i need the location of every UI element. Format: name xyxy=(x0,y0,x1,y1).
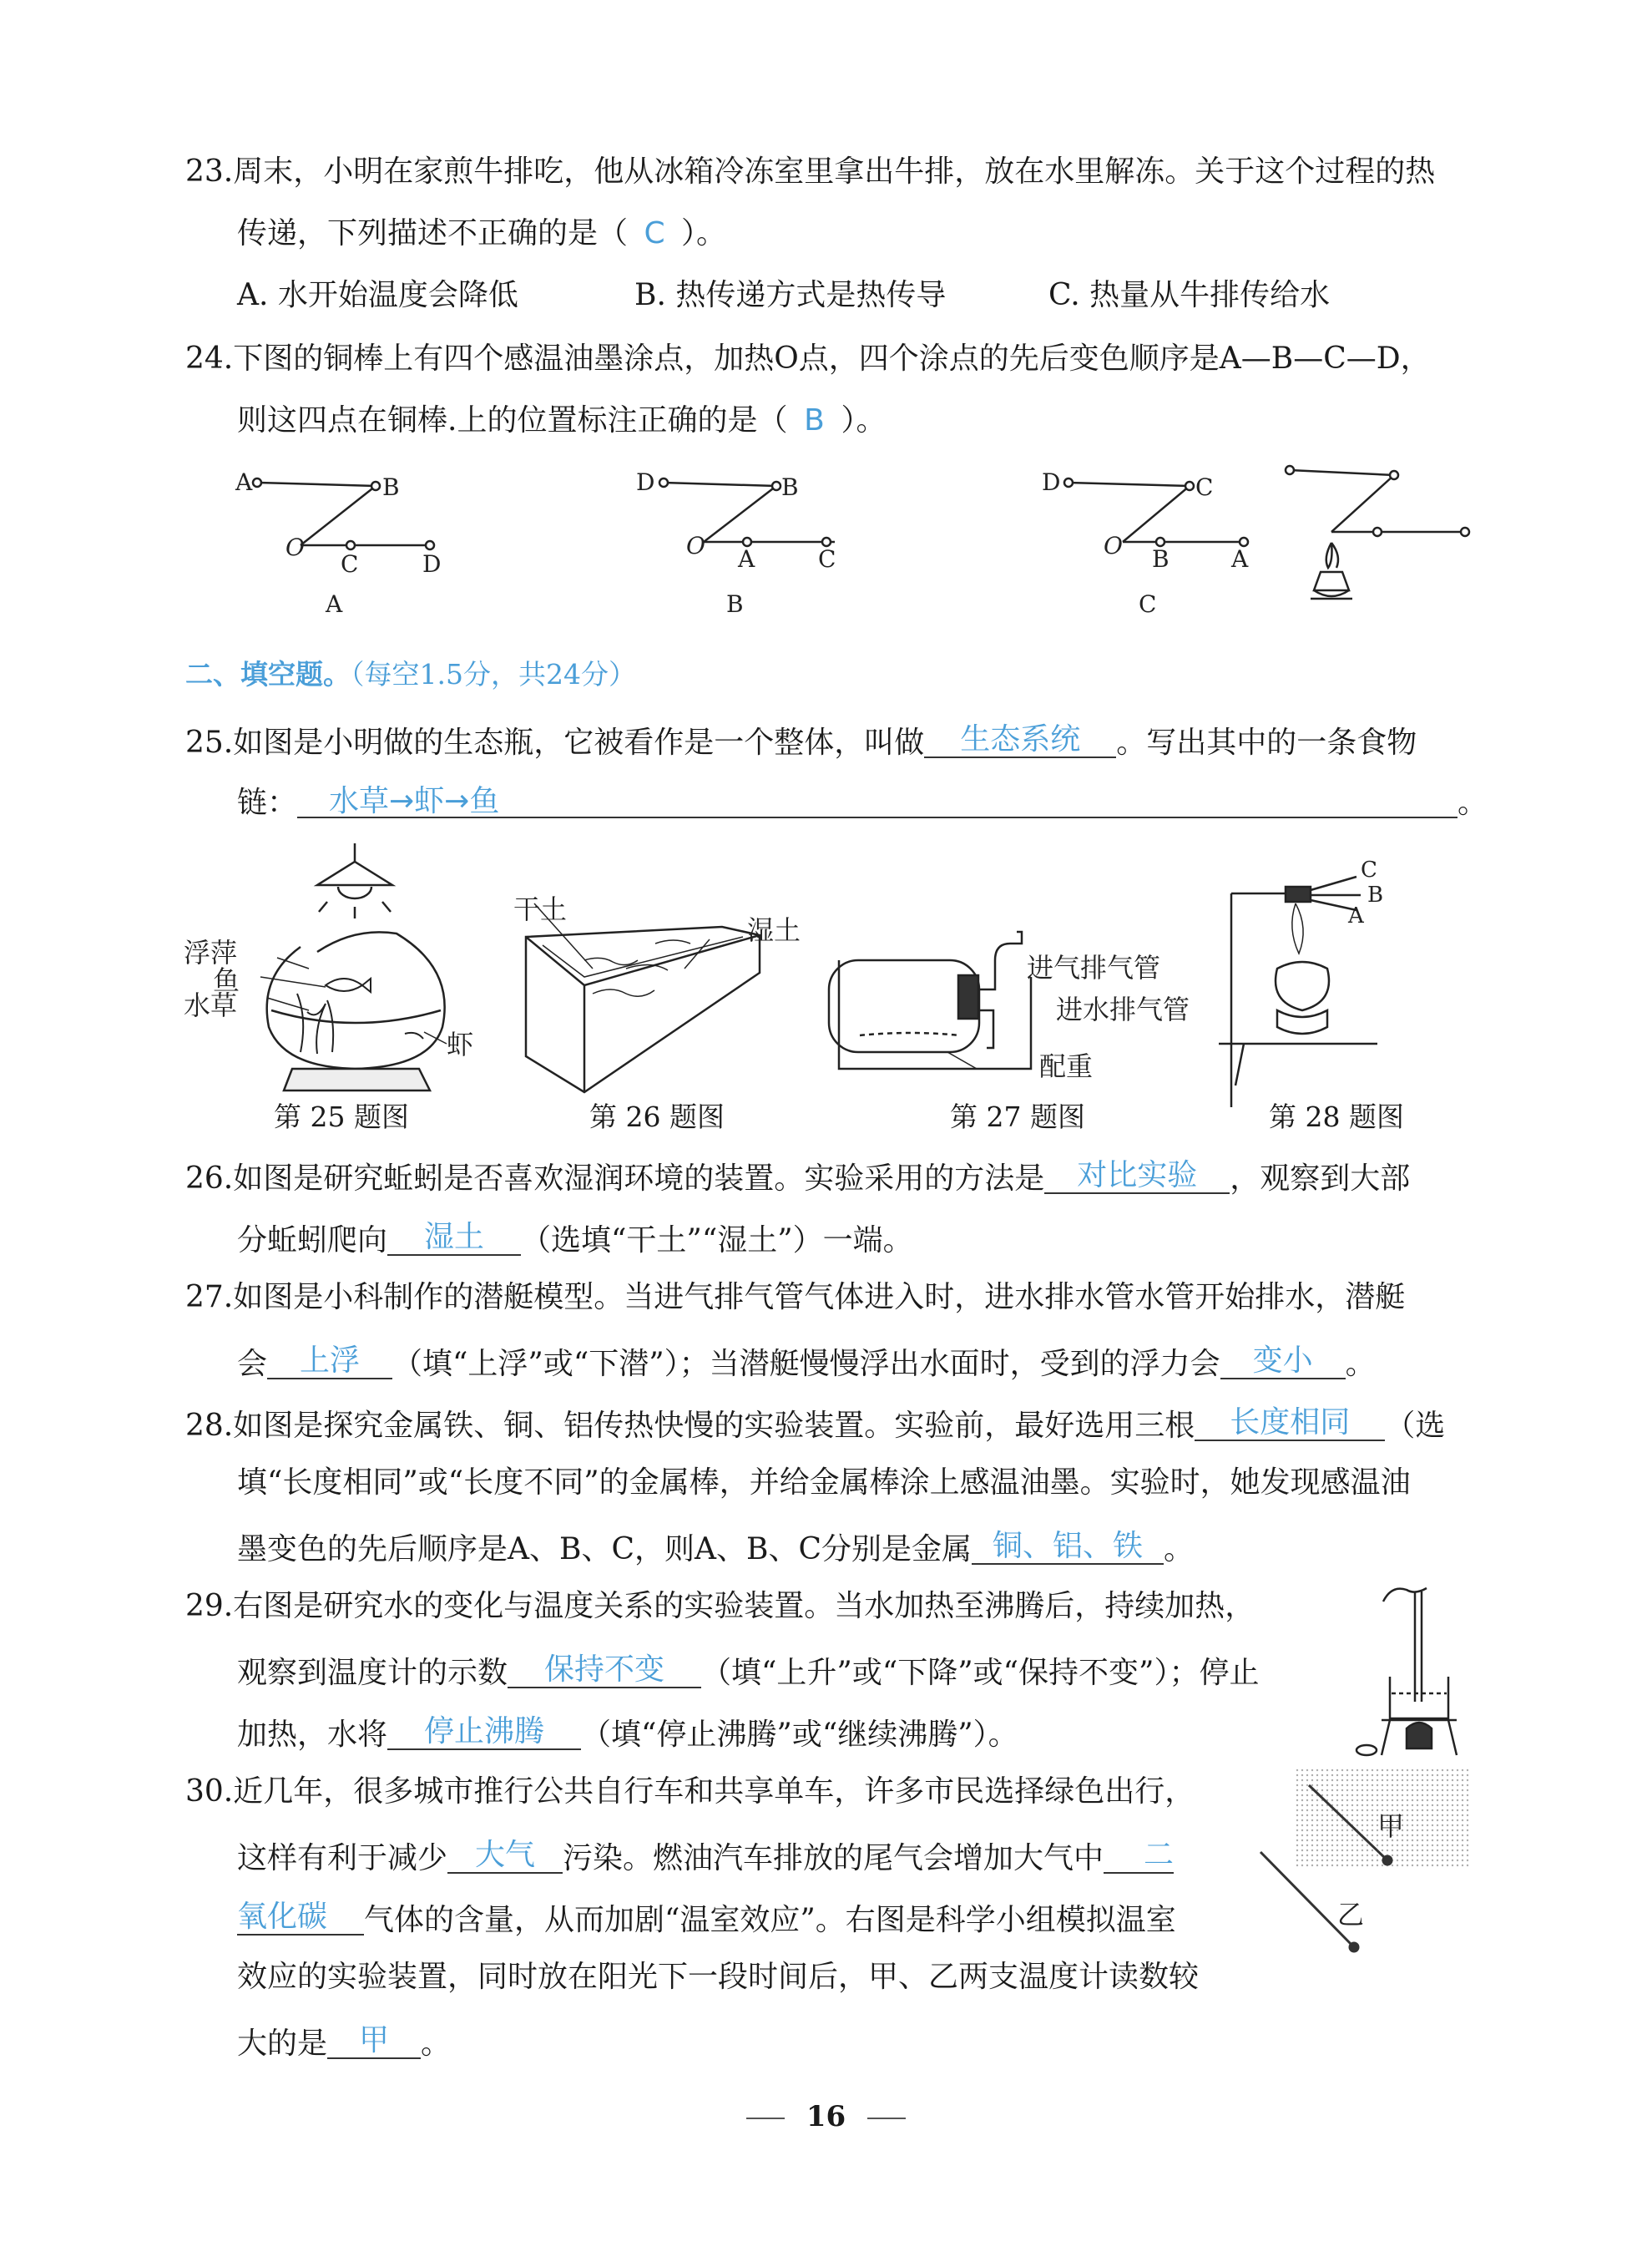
q30-text-2: 这样有利于减少 xyxy=(237,1841,448,1875)
q28-text-1: 如图是探究金属铁、铜、铝传热快慢的实验装置。实验前，最好选用三根 xyxy=(233,1409,1195,1443)
q27-text-4: 。 xyxy=(1345,1347,1376,1381)
q28-text-3: 墨变色的先后顺序是A、B、C，则A、B、C分别是金属 xyxy=(237,1532,972,1566)
q26-text-4: （选填“干土”“湿土”）一端。 xyxy=(521,1223,913,1257)
fig28-label-c: C xyxy=(1361,858,1377,883)
footer-dash-right xyxy=(867,2118,906,2119)
fig26-caption: 第 26 题图 xyxy=(589,1101,725,1133)
q24-text: 下图的铜棒上有四个感温油墨涂点，加热O点，四个涂点的先后变色顺序是A—B—C—D， xyxy=(233,342,1431,376)
q26-answer-2: 湿土 xyxy=(387,1221,521,1256)
q30-text-3: 污染。燃油汽车排放的尾气会增加大气中 xyxy=(563,1841,1104,1875)
figB-label-3: A xyxy=(738,545,755,573)
figC-label-1: D xyxy=(1042,468,1061,496)
q30-answer-1: 大气 xyxy=(447,1839,563,1874)
figC-caption: C xyxy=(1139,590,1157,618)
figA-label-o: O xyxy=(285,534,305,561)
q25-line2 xyxy=(237,785,1488,818)
q26-answer-1: 对比实验 xyxy=(1044,1159,1230,1194)
q24-close: ）。 xyxy=(841,403,887,438)
figC-label-o: O xyxy=(1104,532,1123,559)
q23-number: 23. xyxy=(185,154,234,189)
figC-label-2: C xyxy=(1195,473,1214,501)
q28-line1 xyxy=(185,1406,1445,1441)
figA-label-4: D xyxy=(422,550,442,578)
section-2-title: 二、填空题。 xyxy=(185,658,351,691)
figC-label-3: B xyxy=(1152,545,1170,573)
q29-text-3: （填“上升”或“下降”或“保持不变”）；停止 xyxy=(701,1656,1260,1690)
fig26-label-dry: 干土 xyxy=(513,893,568,925)
q27-number: 27. xyxy=(185,1280,234,1314)
q30-fig-label-yi: 乙 xyxy=(1337,1899,1365,1930)
q23-line1 xyxy=(185,154,1436,189)
q30-text-4: 气体的含量，从而加剧“温室效应”。右图是科学小组模拟温室 xyxy=(364,1903,1176,1937)
fig27-label-air-tube: 进气排气管 xyxy=(1027,952,1161,984)
fig27-caption: 第 27 题图 xyxy=(950,1101,1085,1133)
q29-text-2: 观察到温度计的示数 xyxy=(237,1656,508,1690)
fig25-label-shrimp: 虾 xyxy=(447,1029,474,1060)
figB-label-4: C xyxy=(818,545,836,573)
footer-dash-left xyxy=(746,2118,785,2119)
q24-number: 24. xyxy=(185,342,234,376)
q30-text-5: 大的是 xyxy=(237,2027,328,2061)
q23-answer: C xyxy=(644,216,665,250)
fig27-label-water-tube: 进水排气管 xyxy=(1056,994,1190,1025)
q29-line3 xyxy=(237,1715,1018,1750)
figB-label-1: D xyxy=(636,468,655,496)
q28-text-2: （选 xyxy=(1385,1409,1446,1443)
q28-text-4: 。 xyxy=(1164,1532,1195,1566)
q29-text-5: （填“停止沸腾”或“继续沸腾”）。 xyxy=(581,1718,1018,1752)
figB-label-2: B xyxy=(781,473,799,501)
q30-answer-3: 甲 xyxy=(327,2024,421,2059)
q27-answer-1: 上浮 xyxy=(267,1344,392,1379)
q28-answer-2: 铜、铝、铁 xyxy=(972,1530,1164,1565)
q29-answer-1: 保持不变 xyxy=(508,1653,701,1688)
q23-option-c: C. 热量从牛排传给水 xyxy=(1048,278,1331,312)
q30-number: 30. xyxy=(185,1774,234,1809)
q23-line2 xyxy=(237,216,727,250)
section-2-subtitle: （每空1.5分，共24分） xyxy=(351,658,636,691)
q24-answer: B xyxy=(804,403,825,438)
q29-number: 29. xyxy=(185,1589,234,1623)
q26-line1 xyxy=(185,1159,1410,1194)
q29-line1 xyxy=(185,1591,1255,1622)
q30-line3 xyxy=(237,1900,1176,1936)
q30-fig-label-jia: 甲 xyxy=(1377,1810,1405,1842)
fig28-label-a: A xyxy=(1348,903,1364,929)
figB-label-o: O xyxy=(686,532,705,559)
figA-label-3: C xyxy=(341,550,359,578)
fig25-label-waterweed: 水草 xyxy=(184,989,238,1021)
q27-text: 如图是小科制作的潜艇模型。当进气排气管气体进入时，进水排水管水管开始排水，潜艇 xyxy=(233,1280,1406,1314)
q30-line2 xyxy=(237,1839,1174,1874)
figA-label-1: A xyxy=(235,468,253,496)
figA-label-2: B xyxy=(382,473,400,501)
q24-line2 xyxy=(237,403,887,438)
figures-25-28 xyxy=(184,843,1494,1127)
q23-text: 周末，小明在家煎牛排吃，他从冰箱冷冻室里拿出牛排，放在水里解冻。关于这个过程的热 xyxy=(233,154,1436,189)
q27-text-3: （填“上浮”或“下潜”）；当潜艇慢慢浮出水面时，受到的浮力会 xyxy=(392,1347,1220,1381)
fig25-label-fish: 鱼 xyxy=(213,964,240,996)
q23-prompt: 传递，下列描述不正确的是（ xyxy=(237,216,629,250)
q29-text-4: 加热，水将 xyxy=(237,1718,388,1752)
q28-number: 28. xyxy=(185,1409,234,1443)
q28-line2: 填“长度相同”或“长度不同”的金属棒，并给金属棒涂上感温油墨。实验时，她发现感温油 xyxy=(237,1465,1411,1500)
q30-line4: 效应的实验装置，同时放在阳光下一段时间后，甲、乙两支温度计读数较 xyxy=(237,1960,1200,1994)
q25-text-2: 。写出其中的一条食物 xyxy=(1116,726,1417,760)
q29-answer-2: 停止沸腾 xyxy=(387,1715,581,1750)
q25-line1 xyxy=(185,723,1417,758)
q23-option-b: B. 热传递方式是热传导 xyxy=(634,278,947,312)
q25-text-3: 链： xyxy=(237,786,298,820)
q27-text-2: 会 xyxy=(237,1347,268,1381)
q30-answer-2b: 氧化碳 xyxy=(237,1900,364,1936)
q23-close: ）。 xyxy=(681,216,727,250)
q26-text-3: 分蚯蚓爬向 xyxy=(237,1223,388,1257)
figA-caption: A xyxy=(326,590,343,618)
q30-line1 xyxy=(185,1774,1195,1809)
q30-text: 近几年，很多城市推行公共自行车和共享单车，许多市民选择绿色出行， xyxy=(233,1774,1195,1809)
fig25-label-duckweed: 浮萍 xyxy=(184,937,238,969)
q25-text-4: 。 xyxy=(1457,786,1488,820)
q29-boiling-apparatus xyxy=(1356,1576,1482,1764)
q29-line2 xyxy=(237,1653,1259,1688)
q30-greenhouse-apparatus xyxy=(1260,1769,1469,1961)
q30-line5 xyxy=(237,2024,451,2059)
q25-answer-2: 水草→虾→鱼 xyxy=(297,785,1457,818)
q26-line2 xyxy=(237,1221,913,1256)
fig28-caption: 第 28 题图 xyxy=(1269,1101,1404,1133)
q25-text-1: 如图是小明做的生态瓶，它被看作是一个整体，叫做 xyxy=(233,726,925,760)
fig25-caption: 第 25 题图 xyxy=(274,1101,409,1133)
q29-text: 右图是研究水的变化与温度关系的实验装置。当水加热至沸腾后，持续加热， xyxy=(233,1589,1255,1623)
q30-text-6: 。 xyxy=(421,2027,452,2061)
q24-rod-figures xyxy=(225,455,1478,622)
q27-line1 xyxy=(185,1280,1406,1314)
q30-answer-2a: 二 xyxy=(1104,1839,1174,1874)
fig28-label-b: B xyxy=(1367,883,1384,908)
page-number: 16 xyxy=(806,2100,846,2133)
q24-line1 xyxy=(185,344,1431,374)
q27-line2 xyxy=(237,1344,1376,1379)
q26-number: 26. xyxy=(185,1161,234,1196)
q26-text-2: ，观察到大部 xyxy=(1230,1161,1411,1196)
fig26-label-wet: 湿土 xyxy=(747,914,801,946)
q26-text-1: 如图是研究蚯蚓是否喜欢湿润环境的装置。实验采用的方法是 xyxy=(233,1161,1045,1196)
q25-number: 25. xyxy=(185,726,234,760)
q24-prompt: 则这四点在铜棒.上的位置标注正确的是（ xyxy=(237,403,788,438)
q27-answer-2: 变小 xyxy=(1220,1344,1346,1379)
figB-caption: B xyxy=(726,590,744,618)
q28-answer-1: 长度相同 xyxy=(1195,1406,1385,1441)
q25-answer-1: 生态系统 xyxy=(924,723,1116,758)
fig27-label-weight: 配重 xyxy=(1039,1050,1094,1082)
q28-line3 xyxy=(237,1530,1194,1565)
page-number-footer xyxy=(0,2100,1652,2133)
q23-option-a: A. 水开始温度会降低 xyxy=(237,278,518,312)
section-2-heading xyxy=(185,653,636,692)
figC-label-4: A xyxy=(1231,545,1249,573)
